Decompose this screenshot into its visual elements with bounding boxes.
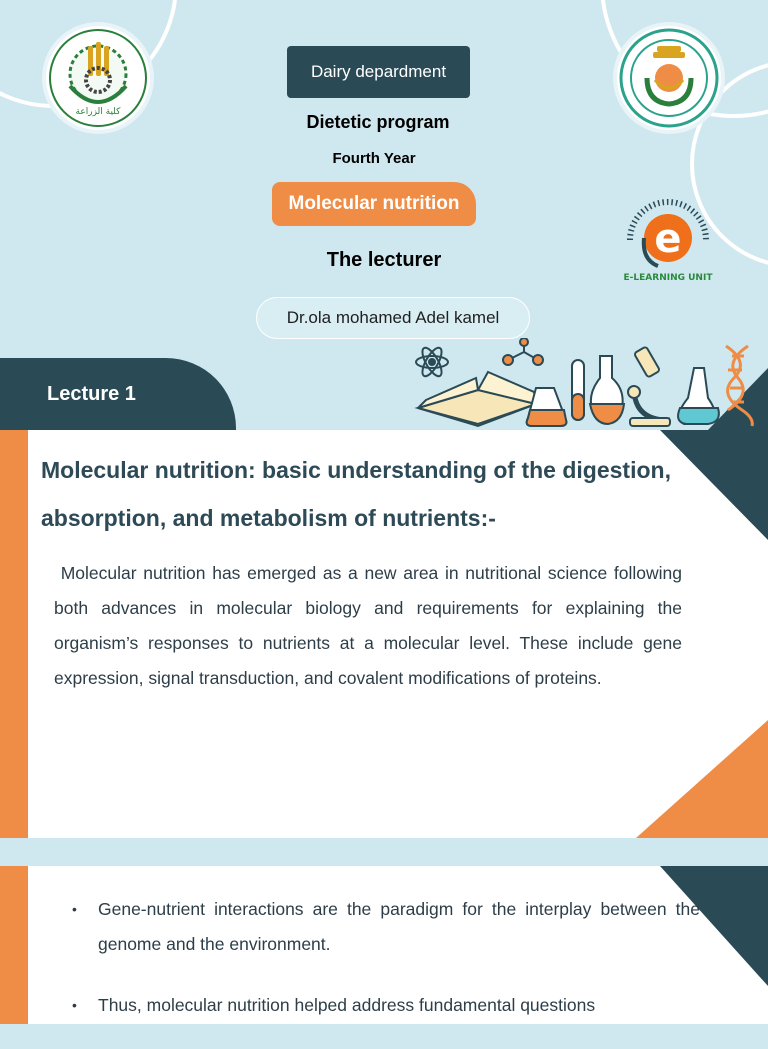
department-badge: Dairy depardment: [287, 46, 470, 98]
study-year: Fourth Year: [332, 150, 416, 167]
bullet-list: [72, 892, 700, 1049]
slide-divider: [0, 838, 768, 866]
book-icon: [418, 372, 536, 426]
program-name: Dietetic program: [306, 112, 450, 132]
elearning-logo-icon: [618, 190, 718, 290]
accent-strip: [0, 430, 28, 838]
svg-text:كلية الزراعة: كلية الزراعة: [75, 107, 121, 117]
course-title-badge: Molecular nutrition: [272, 182, 476, 226]
flask-icon: [527, 356, 624, 426]
atom-icon: [416, 345, 448, 379]
lecture-tab: [0, 358, 236, 430]
intro-paragraph: [54, 556, 682, 696]
list-item: • Thus, molecular nutrition helped address fundamental questions: [72, 988, 700, 1023]
elearning-label: E-LEARNING UNIT: [623, 273, 713, 283]
microscope-icon: [628, 346, 670, 426]
svg-text:e: e: [654, 216, 682, 262]
slide-header: [0, 0, 768, 430]
list-item: • Gene-nutrient interactions are the paradigm for the interplay between the genome and the environment.: [72, 892, 700, 962]
accent-strip: [0, 866, 28, 1024]
intro-paragraph-text: Molecular nutrition has emerged as a new area in nutritional science following both advances in molecular biology and requirements for explaining the organism’s responses to nutrients at a molecular level. These include gene expression, signal transduction, and covalent modifications of proteins.: [54, 563, 682, 688]
lecturer-label: The lecturer: [326, 249, 442, 271]
section-title: Molecular nutrition: basic understanding of the digestion, absorption, and metabolism of nutrients:-: [41, 457, 671, 531]
science-illustration-icon: [408, 338, 768, 430]
lecturer-name: Dr.ola mohamed Adel kamel: [256, 297, 530, 339]
lecture-number: Lecture 1: [47, 383, 136, 405]
